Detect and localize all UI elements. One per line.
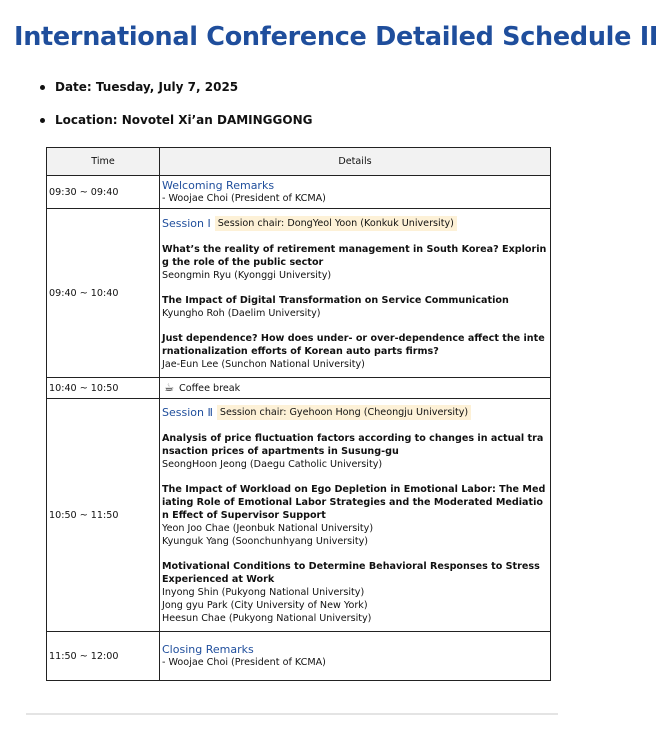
- talk-author: Jae-Eun Lee (Sunchon National University): [162, 358, 365, 370]
- talk-author: Heesun Chae (Pukyong National University): [162, 613, 372, 624]
- session-heading: [162, 405, 547, 420]
- talk-entry: [162, 243, 547, 282]
- details-cell: [160, 176, 551, 209]
- talk-title: Analysis of price fluctuation factors according to changes in actual transaction prices of apartments in Susung-gu: [162, 433, 544, 457]
- welcome-speaker: - Woojae Choi (President of KCMA): [162, 193, 326, 204]
- talk-entry: [162, 332, 547, 371]
- time-column-header: Time: [47, 148, 160, 176]
- talk-author: Inyong Shin (Pukyong National University): [162, 587, 365, 598]
- talk-author: Kyunguk Yang (Soonchunhyang University): [162, 536, 369, 547]
- talk-author: Kyungho Roh (Daelim University): [162, 307, 321, 319]
- talk-title: Motivational Conditions to Determine Behavioral Responses to Stress Experienced at Work: [162, 561, 540, 585]
- time-cell: 10:40 ~ 10:50: [47, 378, 160, 399]
- talk-entry: [162, 294, 547, 320]
- welcome-row: [47, 176, 551, 209]
- time-cell: 09:40 ~ 10:40: [47, 209, 160, 378]
- location-text: Location: Novotel Xi’an DAMINGGONG: [55, 113, 313, 127]
- talk-author: Jong gyu Park (City University of New York): [162, 600, 368, 611]
- session-label: Session Ⅰ: [162, 216, 211, 230]
- closing-title: Closing Remarks: [162, 643, 254, 656]
- time-cell: 11:50 ~ 12:00: [47, 632, 160, 681]
- talk-author: Yeon Joo Chae (Jeonbuk National University): [162, 523, 374, 534]
- details-cell: [160, 399, 551, 632]
- talk-entry: [162, 432, 547, 471]
- session-chair: Session chair: DongYeol Yoon (Konkuk University): [215, 216, 457, 231]
- date-text: Date: Tuesday, July 7, 2025: [55, 80, 239, 94]
- schedule-table: [46, 147, 551, 681]
- talk-title: Just dependence? How does under- or over-dependence affect the internationalization efforts of Korean auto parts firms?: [162, 332, 545, 357]
- page-title: International Conference Detailed Schedule II: [14, 22, 658, 52]
- session2-row: [47, 399, 551, 632]
- session-heading: [162, 216, 547, 231]
- coffee-cup-icon: ☕: [164, 381, 174, 394]
- closing-speaker: - Woojae Choi (President of KCMA): [162, 657, 326, 668]
- time-cell: 10:50 ~ 11:50: [47, 399, 160, 632]
- time-cell: 09:30 ~ 09:40: [47, 176, 160, 209]
- closing-row: [47, 632, 551, 681]
- details-cell: [160, 632, 551, 681]
- talk-entry: [162, 483, 547, 548]
- talk-title: The Impact of Workload on Ego Depletion in Emotional Labor: The Mediating Role of Emotional Labor Strategies and the Moderated Mediation Effect of Supervisor Support: [162, 484, 546, 521]
- coffee-break-label: Coffee break: [179, 383, 241, 394]
- talk-title: The Impact of Digital Transformation on Service Communication: [162, 294, 509, 306]
- talk-author: SeongHoon Jeong (Daegu Catholic University): [162, 459, 383, 470]
- coffee-row: [47, 378, 551, 399]
- talk-title: What’s the reality of retirement management in South Korea? Exploring the role of the public sector: [162, 243, 547, 268]
- details-cell: [160, 209, 551, 378]
- session-chair: Session chair: Gyehoon Hong (Cheongju University): [217, 405, 471, 420]
- details-column-header: Details: [160, 148, 551, 176]
- session-label: Session Ⅱ: [162, 406, 213, 419]
- footer-divider: [26, 713, 558, 715]
- session1-row: [47, 209, 551, 378]
- talk-author: Seongmin Ryu (Kyonggi University): [162, 269, 332, 281]
- bullet-icon: [40, 118, 45, 123]
- details-cell: [160, 378, 551, 399]
- talk-entry: [162, 560, 547, 625]
- bullet-icon: [40, 85, 45, 90]
- welcome-title: Welcoming Remarks: [162, 179, 275, 192]
- table-header-row: [47, 148, 551, 176]
